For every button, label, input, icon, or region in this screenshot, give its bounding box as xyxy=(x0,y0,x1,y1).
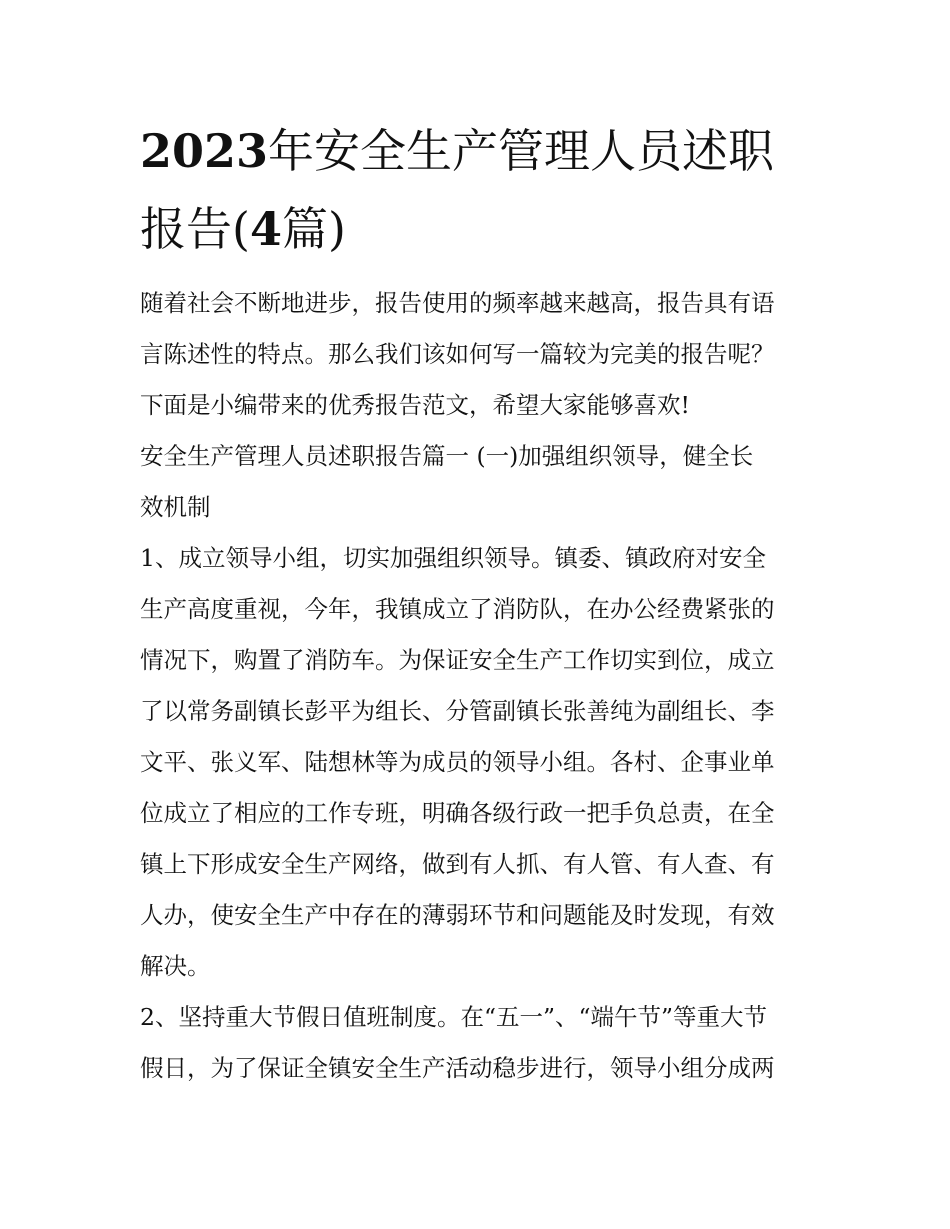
document-body xyxy=(140,278,820,1094)
body-line: 生产高度重视，今年，我镇成立了消防队，在办公经费紧张的 xyxy=(140,595,775,623)
body-line: 镇上下形成安全生产网络，做到有人抓、有人管、有人查、有 xyxy=(140,850,775,878)
title-line-2 xyxy=(140,190,820,268)
body-line: 情况下，购置了消防车。为保证安全生产工作切实到位，成立 xyxy=(140,646,775,674)
body-line: 解决。 xyxy=(140,952,211,980)
title-count: 4 xyxy=(249,202,282,256)
body-line: 假日，为了保证全镇安全生产活动稳步进行，领导小组分成两 xyxy=(140,1054,775,1082)
body-line: 位成立了相应的工作专班，明确各级行政一把手负总责，在全 xyxy=(140,799,775,827)
title-text-2a: 报告( xyxy=(140,202,250,256)
body-line: 随着社会不断地进步，报告使用的频率越来越高，报告具有语 xyxy=(140,289,775,317)
title-text-2b: 篇) xyxy=(281,202,346,256)
body-line: 言陈述性的特点。那么我们该如何写一篇较为完美的报告呢？ xyxy=(140,340,775,368)
body-line: 1、成立领导小组，切实加强组织领导。镇委、镇政府对安全 xyxy=(140,544,766,572)
title-text-1: 年安全生产管理人员述职 xyxy=(268,124,775,178)
body-line: 安全生产管理人员述职报告篇一 (一)加强组织领导，健全长 xyxy=(140,442,754,470)
body-line: 了以常务副镇长彭平为组长、分管副镇长张善纯为副组长、李 xyxy=(140,697,775,725)
body-line: 人办，使安全生产中存在的薄弱环节和问题能及时发现，有效 xyxy=(140,901,775,929)
title-year: 2023 xyxy=(140,124,269,178)
title-line-1 xyxy=(140,112,820,190)
document-title xyxy=(140,112,820,268)
body-line: 效机制 xyxy=(140,493,211,521)
body-line: 2、坚持重大节假日值班制度。在“五一”、“端午节”等重大节 xyxy=(140,1003,768,1031)
body-line: 下面是小编带来的优秀报告范文，希望大家能够喜欢! xyxy=(140,391,690,419)
body-line: 文平、张义军、陆想林等为成员的领导小组。各村、企事业单 xyxy=(140,748,775,776)
